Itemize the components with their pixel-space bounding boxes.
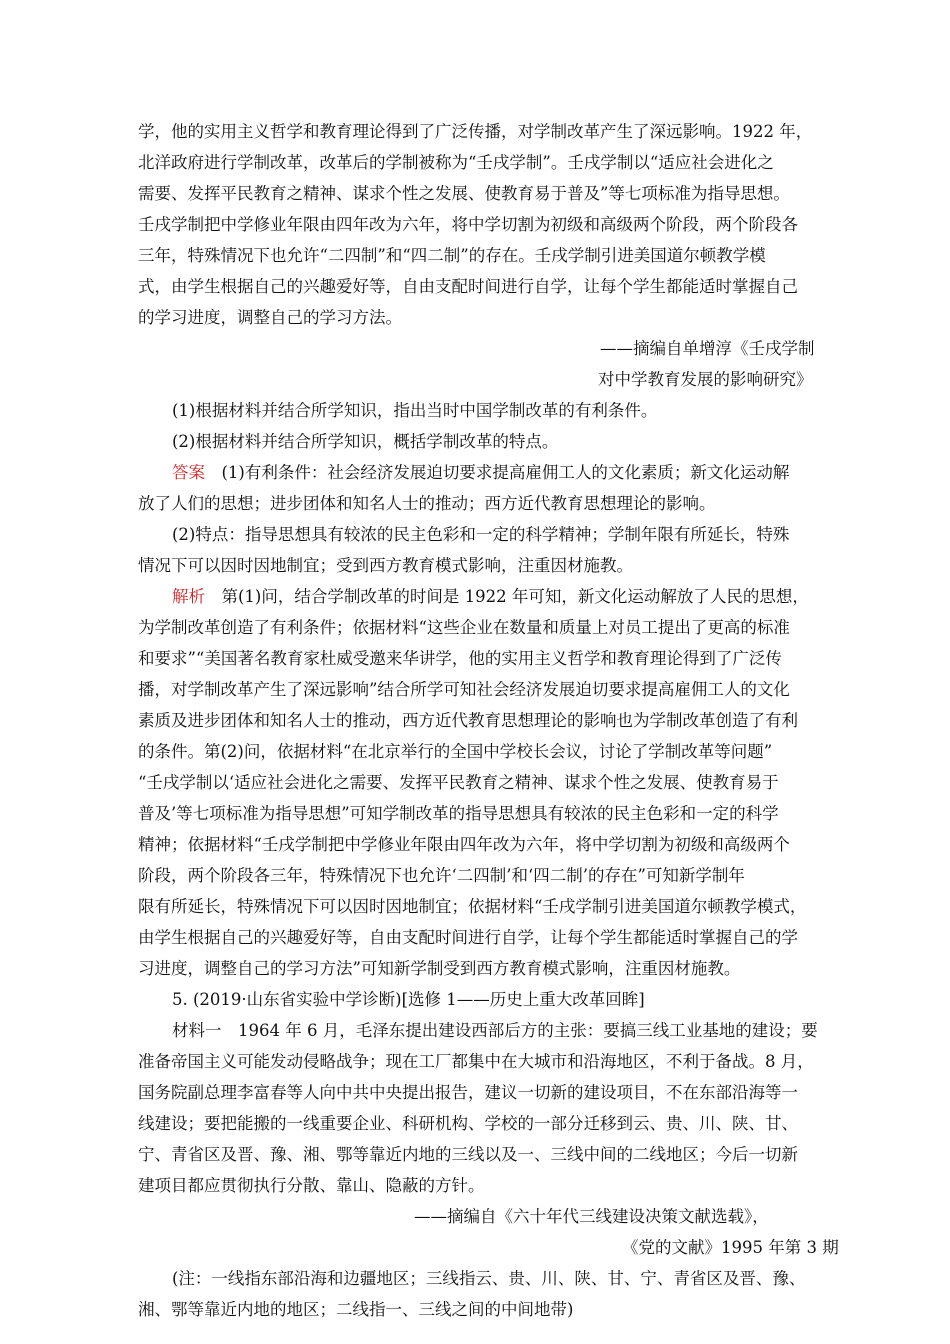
text-line: 北洋政府进行学制改革，改革后的学制被称为“壬戌学制”。壬戌学制以“适应社会进化之	[138, 153, 774, 172]
note-line: 湘、鄂等靠近内地的地区；二线指一、三线之间的中间地带)	[138, 1300, 574, 1319]
answer-line: 放了人们的思想；进步团体和知名人士的推动；西方近代教育思想理论的影响。	[138, 494, 716, 513]
answer-text: (1)有利条件：社会经济发展迫切要求提高雇佣工人的文化素质；新文化运动解	[205, 463, 790, 482]
analysis-line: 限有所延长，特殊情况下可以因时因地制宜；依据材料“壬戌学制引进美国道尔顿教学模式，	[138, 897, 807, 916]
text-line: 的学习进度，调整自己的学习方法。	[138, 308, 402, 327]
source-citation: ——摘编自单增淳《壬戌学制	[600, 339, 815, 358]
text-line: 式，由学生根据自己的兴趣爱好等，自由支配时间进行自学，让每个学生都能适时掌握自己	[138, 277, 798, 296]
text-line: 壬戌学制把中学修业年限由四年改为六年，将中学切割为初级和高级两个阶段，两个阶段各	[138, 215, 798, 234]
analysis-line: 素质及进步团体和知名人士的推动，西方近代教育思想理论的影响也为学制改革创造了有利	[138, 711, 798, 730]
question-2: (2)根据材料并结合所学知识，概括学制改革的特点。	[172, 432, 559, 451]
material-line: 建项目都应贯彻执行分散、靠山、隐蔽的方针。	[138, 1176, 485, 1195]
question-5-title: 5. (2019·山东省实验中学诊断)[选修 1——历史上重大改革回眸]	[172, 990, 645, 1009]
analysis-text: 第(1)问，结合学制改革的时间是 1922 年可知，新文化运动解放了人民的思想，	[205, 587, 809, 606]
source-citation: ——摘编自《六十年代三线建设决策文献选载》，	[414, 1207, 769, 1226]
note-line: (注：一线指东部沿海和边疆地区；三线指云、贵、川、陕、甘、宁、青省区及晋、豫、	[172, 1269, 806, 1288]
material-line: 国务院副总理李富春等人向中共中央提出报告，建议一切新的建设项目，不在东部沿海等一	[138, 1083, 798, 1102]
material-line: 材料一 1964 年 6 月，毛泽东提出建设西部后方的主张：要搞三线工业基地的建设；要	[172, 1021, 818, 1040]
analysis-line: 普及’等七项标准为指导思想”可知学制改革的指导思想具有较浓的民主色彩和一定的科学	[138, 804, 779, 823]
source-citation: 对中学教育发展的影响研究》	[598, 370, 813, 389]
material-line: 准备帝国主义可能发动侵略战争；现在工厂都集中在大城市和沿海地区，不利于备战。8 月，	[138, 1052, 814, 1071]
analysis-line: 习进度，调整自己的学习方法”可知新学制受到西方教育模式影响，注重因材施教。	[138, 959, 741, 978]
analysis-line: 由学生根据自己的兴趣爱好等，自由支配时间进行自学，让每个学生都能适时掌握自己的学	[138, 928, 798, 947]
answer-label: 答案	[172, 463, 205, 482]
source-citation: 《党的文献》1995 年第 3 期	[622, 1238, 839, 1257]
analysis-line: “壬戌学制以‘适应社会进化之需要、发挥平民教育之精神、谋求个性之发展、使教育易于	[138, 773, 779, 792]
analysis-line: 为学制改革创造了有利条件；依据材料“这些企业在数量和质量上对员工提出了更高的标准	[138, 618, 790, 637]
analysis-line: 的条件。第(2)问，依据材料“在北京举行的全国中学校长会议，讨论了学制改革等问题”	[138, 742, 773, 761]
text-line: 三年，特殊情况下也允许“二四制”和“四二制”的存在。壬戌学制引进美国道尔顿教学模	[138, 246, 766, 265]
analysis-label: 解析	[172, 587, 205, 606]
analysis-line: 播，对学制改革产生了深远影响”结合所学可知社会经济发展迫切要求提高雇佣工人的文化	[138, 680, 790, 699]
text-line: 学，他的实用主义哲学和教育理论得到了广泛传播，对学制改革产生了深远影响。1922 年，	[138, 122, 813, 141]
answer-line: (2)特点：指导思想具有较浓的民主色彩和一定的科学精神；学制年限有所延长，特殊	[172, 525, 790, 544]
material-line: 线建设；要把能搬的一线重要企业、科研机构、学校的一部分迁移到云、贵、川、陕、甘、	[138, 1114, 798, 1133]
analysis-line: 阶段，两个阶段各三年，特殊情况下也允许‘二四制’和‘四二制’的存在”可知新学制年	[138, 866, 745, 885]
analysis-line: 精神；依据材料“壬戌学制把中学修业年限由四年改为六年，将中学切割为初级和高级两个	[138, 835, 790, 854]
analysis-line	[172, 583, 809, 611]
answer-line	[172, 459, 789, 487]
analysis-line: 和要求”“美国著名教育家杜威受邀来华讲学，他的实用主义哲学和教育理论得到了广泛传	[138, 649, 782, 668]
answer-line: 情况下可以因时因地制宜；受到西方教育模式影响，注重因材施教。	[138, 556, 633, 575]
material-line: 宁、青省区及晋、豫、湘、鄂等靠近内地的三线以及一、三线中间的二线地区；今后一切新	[138, 1145, 798, 1164]
question-1: (1)根据材料并结合所学知识，指出当时中国学制改革的有利条件。	[172, 401, 658, 420]
text-line: 需要、发挥平民教育之精神、谋求个性之发展、使教育易于普及”等七项标准为指导思想。	[138, 184, 790, 203]
